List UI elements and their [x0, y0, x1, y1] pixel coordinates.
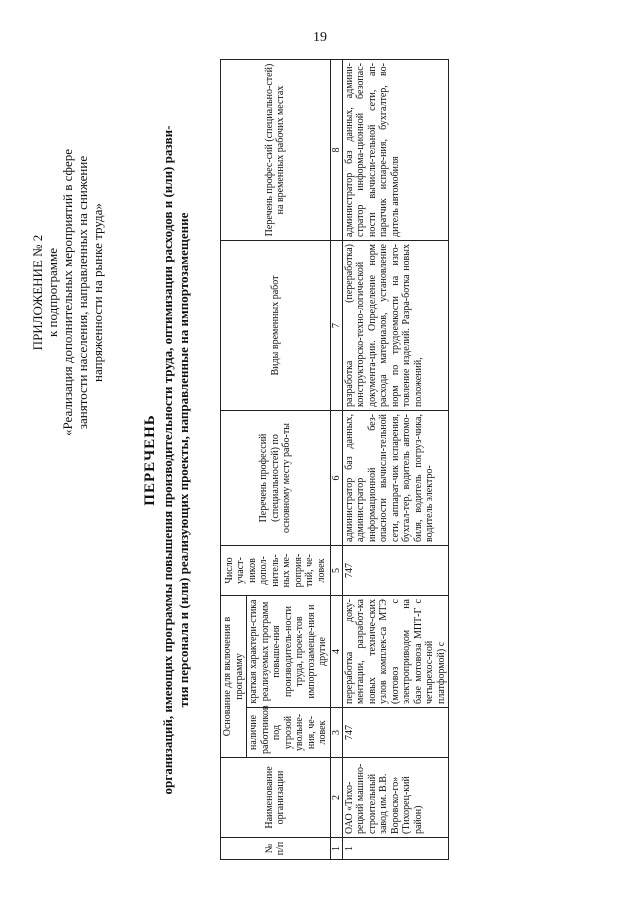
- appendix-block: [30, 60, 105, 525]
- organizations-table: [220, 59, 449, 860]
- header-main-professions: Перечень профессий (специальностей) по основному месту рабо-ты: [221, 411, 331, 546]
- cell-program: переработка доку-ментации, разработ-ка новых техниче-ских узлов комплек-са МТЭ (мотовоз с электроприводом на базе мотовоза МПТ-Г с четырехос-ной платформой) с: [342, 596, 449, 708]
- appendix-line: к подпрограмме: [45, 247, 60, 338]
- page-number: 19: [313, 30, 327, 45]
- column-number: 5: [330, 546, 342, 596]
- cell-org: ОАО «Тихо-рецкий машино-строительный завод им. В.В. Воровско-го» (Тихорец-кий район): [342, 758, 449, 838]
- header-basis-group: Основание для включения в программу: [221, 596, 247, 758]
- rotated-sheet: [30, 60, 615, 860]
- header-participants: Число участ-ников допол-нитель-ных ме-роприя-тий, че-ловек: [221, 546, 331, 596]
- appendix-line: напряженности на рынке труда»: [90, 203, 105, 382]
- document-title: ПЕРЕЧЕНЬ: [142, 414, 158, 506]
- header-temp-professions: Перечень профес-сий (специально-стей) на временных рабочих местах: [221, 60, 331, 241]
- cell-temp-professions: администратор баз данных, админи-стратор информа-ционной безопас-ности вычисли-тельной сети, ап-паратчик испаре-ния, бухгалтер, во-дитель автомобиля: [342, 60, 449, 241]
- cell-participants: 747: [342, 546, 449, 596]
- column-number: 6: [330, 411, 342, 546]
- header-temp-work: Виды временных работ: [221, 241, 331, 411]
- header-num: № п/п: [221, 838, 331, 860]
- header-program: краткая характери-стика реализуемых программ повыше-ния производитель-ности труда, проек-тов импортозамеще-ния и другие: [247, 596, 331, 708]
- cell-threat: 747: [342, 708, 449, 758]
- cell-temp-work: разработка (переработка) конструкторско-техно-логической документа-ции. Определение норм расхода материалов, установление норм по трудоемкости на изго-товление изделий. Разра-ботка новых положений,: [342, 241, 449, 411]
- column-number: 1: [330, 838, 342, 860]
- column-number: 3: [330, 708, 342, 758]
- column-number: 7: [330, 241, 342, 411]
- header-threat: наличие работников под угрозой увольне-ния, че-ловек: [247, 708, 331, 758]
- column-number: 8: [330, 60, 342, 241]
- column-number: 4: [330, 596, 342, 708]
- subtitle-line: тия персонала и (или) реализующих проекты, направленные на импортозамещение: [176, 212, 191, 708]
- appendix-line: «Реализация дополнительных мероприятий в сфере: [60, 149, 75, 436]
- appendix-line: занятости населения, направленных на снижение: [75, 155, 90, 430]
- appendix-line: ПРИЛОЖЕНИЕ № 2: [30, 234, 45, 351]
- column-number-row: [330, 60, 342, 860]
- table-row: [342, 60, 449, 860]
- header-org: Наименование организации: [221, 758, 331, 838]
- cell-num: 1: [342, 838, 449, 860]
- document-subtitle: [160, 60, 192, 860]
- cell-main-professions: администратор баз данных, администратор информационной без-опасности вычисли-тельной сети, аппарат-чик испарения, бухгал-тер, водитель автомо-биля, водитель погруз-чика, водитель электро-: [342, 411, 449, 546]
- column-number: 2: [330, 758, 342, 838]
- header-row: [221, 60, 247, 860]
- subtitle-line: организаций, имеющих программы повышения производительности труда, оптимизации расходов и (или) разви-: [160, 125, 175, 795]
